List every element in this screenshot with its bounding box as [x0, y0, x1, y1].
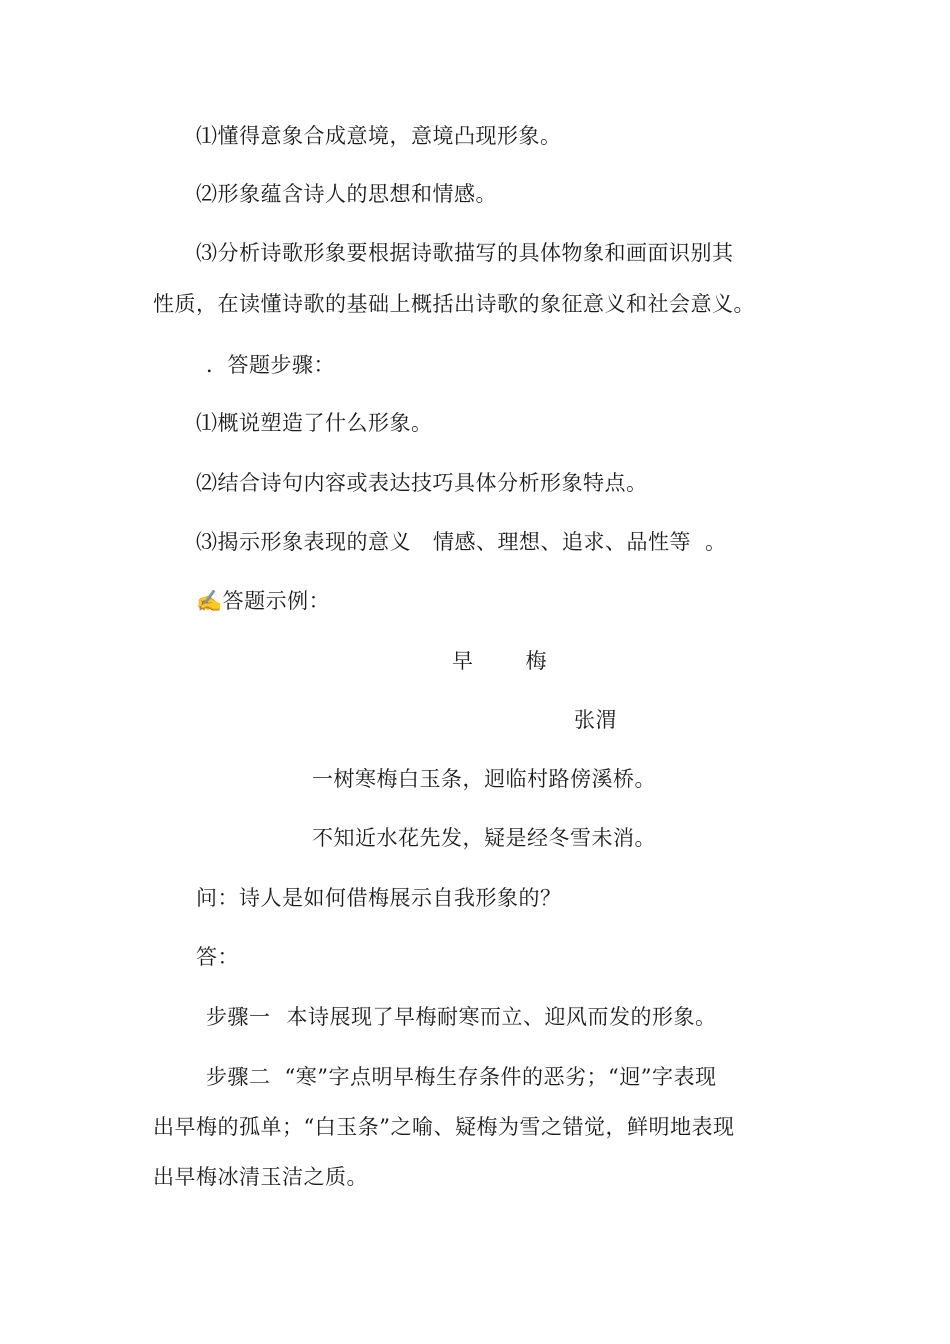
answer-step-2-line-3: 出早梅冰清玉洁之质。: [153, 1165, 368, 1189]
principle-item-3-line-1: ⑶分析诗歌形象要根据诗歌描写的具体物象和画面识别其: [196, 241, 734, 265]
answer-step-1-text: 本诗展现了早梅耐寒而立、迎风而发的形象。: [286, 1005, 717, 1029]
example-heading: ✍答题示例：: [196, 589, 331, 613]
answer-step-3-part-2: 情感、理想、追求、品性等: [433, 530, 691, 554]
answer-step-1-label: 步骤一: [206, 1005, 271, 1029]
poem-title: [452, 651, 547, 672]
principle-item-3-line-2: 性质，在读懂诗歌的基础上概括出诗歌的象征意义和社会意义。: [153, 292, 755, 316]
poem-author: 张渭: [574, 708, 617, 732]
poem-line-2: 不知近水花先发，疑是经冬雪未消。: [312, 826, 656, 850]
answer-step-3-part-1: ⑶揭示形象表现的意义: [196, 530, 411, 554]
answer-step-1-line: [206, 1007, 717, 1028]
answer-step-1: ⑴概说塑造了什么形象。: [196, 411, 433, 435]
poem-line-1: 一树寒梅白玉条，迥临村路傍溪桥。: [312, 767, 656, 791]
answer-label: 答：: [196, 945, 239, 969]
answer-step-2-line-1: [206, 1067, 716, 1088]
answer-step-2-line-2: 出早梅的孤单；“白玉条”之喻、疑梅为雪之错觉，鲜明地表现: [153, 1115, 735, 1139]
example-question: 问：诗人是如何借梅展示自我形象的？: [196, 886, 562, 910]
steps-heading: ．答题步骤：: [206, 353, 335, 377]
principle-item-1: ⑴懂得意象合成意境，意境凸现形象。: [196, 124, 562, 148]
answer-step-3-part-3: 。: [705, 530, 727, 554]
answer-step-2-text-1: “寒”字点明早梅生存条件的恶劣；“迥”字表现: [284, 1065, 717, 1089]
answer-step-2: ⑵结合诗句内容或表达技巧具体分析形象特点。: [196, 471, 648, 495]
poem-title-char-1: 早: [452, 649, 474, 673]
answer-step-2-label: 步骤二: [206, 1065, 271, 1089]
answer-step-3: [196, 532, 727, 553]
poem-title-char-2: 梅: [525, 649, 547, 673]
principle-item-2: ⑵形象蕴含诗人的思想和情感。: [196, 182, 497, 206]
